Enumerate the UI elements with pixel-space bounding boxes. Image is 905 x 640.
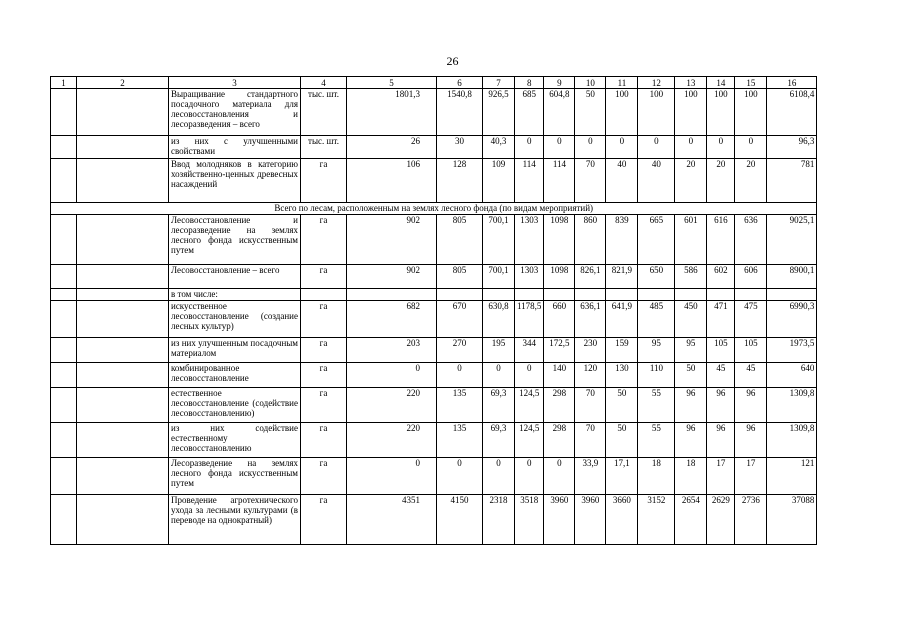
value-cell: 109 xyxy=(483,159,515,203)
value-cell: 110 xyxy=(638,363,675,388)
value-cell: 33,9 xyxy=(575,458,606,495)
value-cell: 230 xyxy=(575,338,606,363)
activity-name: Выращивание стандартного посадочного материала для лесовосстановления и лесоразведения – всего xyxy=(169,89,301,136)
column-number: 11 xyxy=(606,77,638,89)
column-number: 9 xyxy=(544,77,575,89)
value-cell: 100 xyxy=(707,89,735,136)
value-cell: 195 xyxy=(483,338,515,363)
value-cell: 120 xyxy=(575,363,606,388)
value-cell: 95 xyxy=(638,338,675,363)
value-cell: 114 xyxy=(515,159,544,203)
empty-cell xyxy=(735,289,767,301)
empty-cell xyxy=(301,289,347,301)
value-cell: 1098 xyxy=(544,265,575,289)
value-cell: 0 xyxy=(347,363,437,388)
value-cell: 682 xyxy=(347,301,437,338)
value-cell: 100 xyxy=(638,89,675,136)
value-cell: 3660 xyxy=(606,495,638,545)
value-cell: 601 xyxy=(675,215,707,265)
row-col-1 xyxy=(51,363,77,388)
value-cell: 100 xyxy=(606,89,638,136)
row-col-1 xyxy=(51,423,77,458)
activity-name: Проведение агротехнического ухода за лесными культурами (в переводе на однократный) xyxy=(169,495,301,545)
value-cell: 172,5 xyxy=(544,338,575,363)
value-cell: 1178,5 xyxy=(515,301,544,338)
value-cell: 926,5 xyxy=(483,89,515,136)
value-cell: 135 xyxy=(437,423,483,458)
value-cell: 298 xyxy=(544,423,575,458)
value-cell: 8900,1 xyxy=(767,265,817,289)
value-cell: 0 xyxy=(638,136,675,159)
unit: га xyxy=(301,265,347,289)
value-cell: 220 xyxy=(347,388,437,423)
row-col-2 xyxy=(77,159,169,203)
value-cell: 2629 xyxy=(707,495,735,545)
value-cell: 106 xyxy=(347,159,437,203)
value-cell: 70 xyxy=(575,423,606,458)
value-cell: 636,1 xyxy=(575,301,606,338)
row-col-2 xyxy=(77,363,169,388)
table-row xyxy=(51,495,817,545)
value-cell: 17,1 xyxy=(606,458,638,495)
activity-name: Лесовосстановление – всего xyxy=(169,265,301,289)
value-cell: 602 xyxy=(707,265,735,289)
value-cell: 826,1 xyxy=(575,265,606,289)
row-col-2 xyxy=(77,301,169,338)
value-cell: 450 xyxy=(675,301,707,338)
value-cell: 40,3 xyxy=(483,136,515,159)
value-cell: 0 xyxy=(483,458,515,495)
row-col-2 xyxy=(77,215,169,265)
value-cell: 270 xyxy=(437,338,483,363)
empty-cell xyxy=(544,289,575,301)
column-number: 15 xyxy=(735,77,767,89)
empty-cell xyxy=(515,289,544,301)
value-cell: 124,5 xyxy=(515,423,544,458)
value-cell: 18 xyxy=(675,458,707,495)
section-title: Всего по лесам, расположенным на землях лесного фонда (по видам мероприятий) xyxy=(51,203,817,215)
value-cell: 70 xyxy=(575,388,606,423)
value-cell: 4351 xyxy=(347,495,437,545)
section-row xyxy=(51,203,817,215)
value-cell: 640 xyxy=(767,363,817,388)
activity-name: комбинированное лесовосстановление xyxy=(169,363,301,388)
row-col-2 xyxy=(77,495,169,545)
value-cell: 685 xyxy=(515,89,544,136)
unit: га xyxy=(301,363,347,388)
value-cell: 2654 xyxy=(675,495,707,545)
value-cell: 475 xyxy=(735,301,767,338)
value-cell: 0 xyxy=(707,136,735,159)
value-cell: 96,3 xyxy=(767,136,817,159)
value-cell: 40 xyxy=(606,159,638,203)
row-col-1 xyxy=(51,301,77,338)
table-row xyxy=(51,89,817,136)
empty-cell xyxy=(347,289,437,301)
unit: га xyxy=(301,215,347,265)
column-number: 2 xyxy=(77,77,169,89)
value-cell: 96 xyxy=(707,388,735,423)
value-cell: 616 xyxy=(707,215,735,265)
unit: га xyxy=(301,423,347,458)
value-cell: 586 xyxy=(675,265,707,289)
row-col-1 xyxy=(51,458,77,495)
column-number: 8 xyxy=(515,77,544,89)
table-row xyxy=(51,458,817,495)
value-cell: 0 xyxy=(347,458,437,495)
value-cell: 50 xyxy=(675,363,707,388)
empty-cell xyxy=(638,289,675,301)
row-col-1 xyxy=(51,215,77,265)
table-row xyxy=(51,423,817,458)
table-row xyxy=(51,301,817,338)
value-cell: 805 xyxy=(437,215,483,265)
value-cell: 100 xyxy=(735,89,767,136)
unit: га xyxy=(301,495,347,545)
value-cell: 20 xyxy=(675,159,707,203)
value-cell: 37088 xyxy=(767,495,817,545)
value-cell: 20 xyxy=(735,159,767,203)
unit: га xyxy=(301,388,347,423)
value-cell: 471 xyxy=(707,301,735,338)
activity-name: из них содействие естественному лесовосстановлению xyxy=(169,423,301,458)
value-cell: 0 xyxy=(483,363,515,388)
value-cell: 902 xyxy=(347,215,437,265)
value-cell: 298 xyxy=(544,388,575,423)
value-cell: 105 xyxy=(735,338,767,363)
row-col-2 xyxy=(77,423,169,458)
value-cell: 839 xyxy=(606,215,638,265)
value-cell: 670 xyxy=(437,301,483,338)
activity-name: естественное лесовосстановление (содействие лесовосстановлению) xyxy=(169,388,301,423)
value-cell: 45 xyxy=(735,363,767,388)
value-cell: 20 xyxy=(707,159,735,203)
row-col-2 xyxy=(77,338,169,363)
value-cell: 96 xyxy=(735,423,767,458)
value-cell: 0 xyxy=(437,458,483,495)
value-cell: 344 xyxy=(515,338,544,363)
row-col-1 xyxy=(51,388,77,423)
row-col-2 xyxy=(77,458,169,495)
activity-name: искусственное лесовосстановление (создание лесных культур) xyxy=(169,301,301,338)
empty-cell xyxy=(606,289,638,301)
column-number: 14 xyxy=(707,77,735,89)
value-cell: 781 xyxy=(767,159,817,203)
value-cell: 55 xyxy=(638,388,675,423)
value-cell: 0 xyxy=(437,363,483,388)
value-cell: 6108,4 xyxy=(767,89,817,136)
value-cell: 0 xyxy=(515,136,544,159)
value-cell: 69,3 xyxy=(483,388,515,423)
value-cell: 55 xyxy=(638,423,675,458)
value-cell: 40 xyxy=(638,159,675,203)
value-cell: 700,1 xyxy=(483,265,515,289)
value-cell: 50 xyxy=(575,89,606,136)
value-cell: 114 xyxy=(544,159,575,203)
value-cell: 1309,8 xyxy=(767,423,817,458)
value-cell: 2736 xyxy=(735,495,767,545)
value-cell: 902 xyxy=(347,265,437,289)
value-cell: 0 xyxy=(544,136,575,159)
activity-name: Лесовосстановление и лесоразведение на землях лесного фонда искусственным путем xyxy=(169,215,301,265)
value-cell: 821,9 xyxy=(606,265,638,289)
row-col-2 xyxy=(77,265,169,289)
table-row xyxy=(51,159,817,203)
value-cell: 650 xyxy=(638,265,675,289)
row-col-1 xyxy=(51,265,77,289)
value-cell: 606 xyxy=(735,265,767,289)
row-col-1 xyxy=(51,159,77,203)
value-cell: 660 xyxy=(544,301,575,338)
value-cell: 805 xyxy=(437,265,483,289)
row-col-1 xyxy=(51,338,77,363)
value-cell: 70 xyxy=(575,159,606,203)
row-col-2 xyxy=(77,388,169,423)
value-cell: 17 xyxy=(735,458,767,495)
value-cell: 636 xyxy=(735,215,767,265)
empty-cell xyxy=(675,289,707,301)
unit: тыс. шт. xyxy=(301,89,347,136)
empty-cell xyxy=(575,289,606,301)
row-col-1 xyxy=(51,495,77,545)
subheading-label: в том числе: xyxy=(169,289,301,301)
empty-cell xyxy=(707,289,735,301)
value-cell: 128 xyxy=(437,159,483,203)
value-cell: 130 xyxy=(606,363,638,388)
forest-activities-table xyxy=(50,76,817,545)
activity-name: Ввод молодняков в категорию хозяйственно-ценных древесных насаждений xyxy=(169,159,301,203)
value-cell: 6990,3 xyxy=(767,301,817,338)
value-cell: 50 xyxy=(606,423,638,458)
value-cell: 9025,1 xyxy=(767,215,817,265)
row-col-1 xyxy=(51,136,77,159)
table-row xyxy=(51,265,817,289)
value-cell: 0 xyxy=(544,458,575,495)
value-cell: 18 xyxy=(638,458,675,495)
value-cell: 124,5 xyxy=(515,388,544,423)
value-cell: 1540,8 xyxy=(437,89,483,136)
value-cell: 159 xyxy=(606,338,638,363)
empty-cell xyxy=(437,289,483,301)
value-cell: 96 xyxy=(675,388,707,423)
column-number: 5 xyxy=(347,77,437,89)
row-col-1 xyxy=(51,289,77,301)
unit: га xyxy=(301,338,347,363)
value-cell: 2318 xyxy=(483,495,515,545)
value-cell: 0 xyxy=(675,136,707,159)
row-col-2 xyxy=(77,289,169,301)
column-number-row xyxy=(51,77,817,89)
value-cell: 860 xyxy=(575,215,606,265)
unit: га xyxy=(301,301,347,338)
value-cell: 700,1 xyxy=(483,215,515,265)
activity-name: Лесоразведение на землях лесного фонда искусственным путем xyxy=(169,458,301,495)
value-cell: 45 xyxy=(707,363,735,388)
value-cell: 485 xyxy=(638,301,675,338)
value-cell: 17 xyxy=(707,458,735,495)
row-col-2 xyxy=(77,89,169,136)
value-cell: 203 xyxy=(347,338,437,363)
value-cell: 96 xyxy=(675,423,707,458)
value-cell: 30 xyxy=(437,136,483,159)
value-cell: 1973,5 xyxy=(767,338,817,363)
table-row xyxy=(51,338,817,363)
value-cell: 3518 xyxy=(515,495,544,545)
value-cell: 604,8 xyxy=(544,89,575,136)
value-cell: 26 xyxy=(347,136,437,159)
empty-cell xyxy=(483,289,515,301)
value-cell: 105 xyxy=(707,338,735,363)
value-cell: 95 xyxy=(675,338,707,363)
table-row xyxy=(51,136,817,159)
column-number: 16 xyxy=(767,77,817,89)
value-cell: 69,3 xyxy=(483,423,515,458)
value-cell: 0 xyxy=(515,363,544,388)
value-cell: 4150 xyxy=(437,495,483,545)
value-cell: 1303 xyxy=(515,215,544,265)
row-col-1 xyxy=(51,89,77,136)
value-cell: 140 xyxy=(544,363,575,388)
unit: га xyxy=(301,458,347,495)
column-number: 13 xyxy=(675,77,707,89)
value-cell: 0 xyxy=(606,136,638,159)
value-cell: 121 xyxy=(767,458,817,495)
value-cell: 0 xyxy=(515,458,544,495)
value-cell: 1303 xyxy=(515,265,544,289)
table-row xyxy=(51,215,817,265)
value-cell: 0 xyxy=(575,136,606,159)
value-cell: 630,8 xyxy=(483,301,515,338)
table-row xyxy=(51,363,817,388)
value-cell: 1801,3 xyxy=(347,89,437,136)
value-cell: 135 xyxy=(437,388,483,423)
value-cell: 1098 xyxy=(544,215,575,265)
value-cell: 0 xyxy=(735,136,767,159)
value-cell: 100 xyxy=(675,89,707,136)
table-row xyxy=(51,388,817,423)
page-number: 26 xyxy=(446,54,459,68)
value-cell: 3152 xyxy=(638,495,675,545)
value-cell: 1309,8 xyxy=(767,388,817,423)
column-number: 4 xyxy=(301,77,347,89)
value-cell: 641,9 xyxy=(606,301,638,338)
table-row xyxy=(51,289,817,301)
value-cell: 665 xyxy=(638,215,675,265)
column-number: 10 xyxy=(575,77,606,89)
column-number: 6 xyxy=(437,77,483,89)
unit: тыс. шт. xyxy=(301,136,347,159)
value-cell: 50 xyxy=(606,388,638,423)
row-col-2 xyxy=(77,136,169,159)
value-cell: 3960 xyxy=(575,495,606,545)
empty-cell xyxy=(767,289,817,301)
value-cell: 96 xyxy=(735,388,767,423)
column-number: 3 xyxy=(169,77,301,89)
value-cell: 220 xyxy=(347,423,437,458)
value-cell: 3960 xyxy=(544,495,575,545)
value-cell: 96 xyxy=(707,423,735,458)
activity-name: из них с улучшенными свойствами xyxy=(169,136,301,159)
activity-name: из них улучшенным посадочным материалом xyxy=(169,338,301,363)
column-number: 1 xyxy=(51,77,77,89)
unit: га xyxy=(301,159,347,203)
column-number: 7 xyxy=(483,77,515,89)
column-number: 12 xyxy=(638,77,675,89)
